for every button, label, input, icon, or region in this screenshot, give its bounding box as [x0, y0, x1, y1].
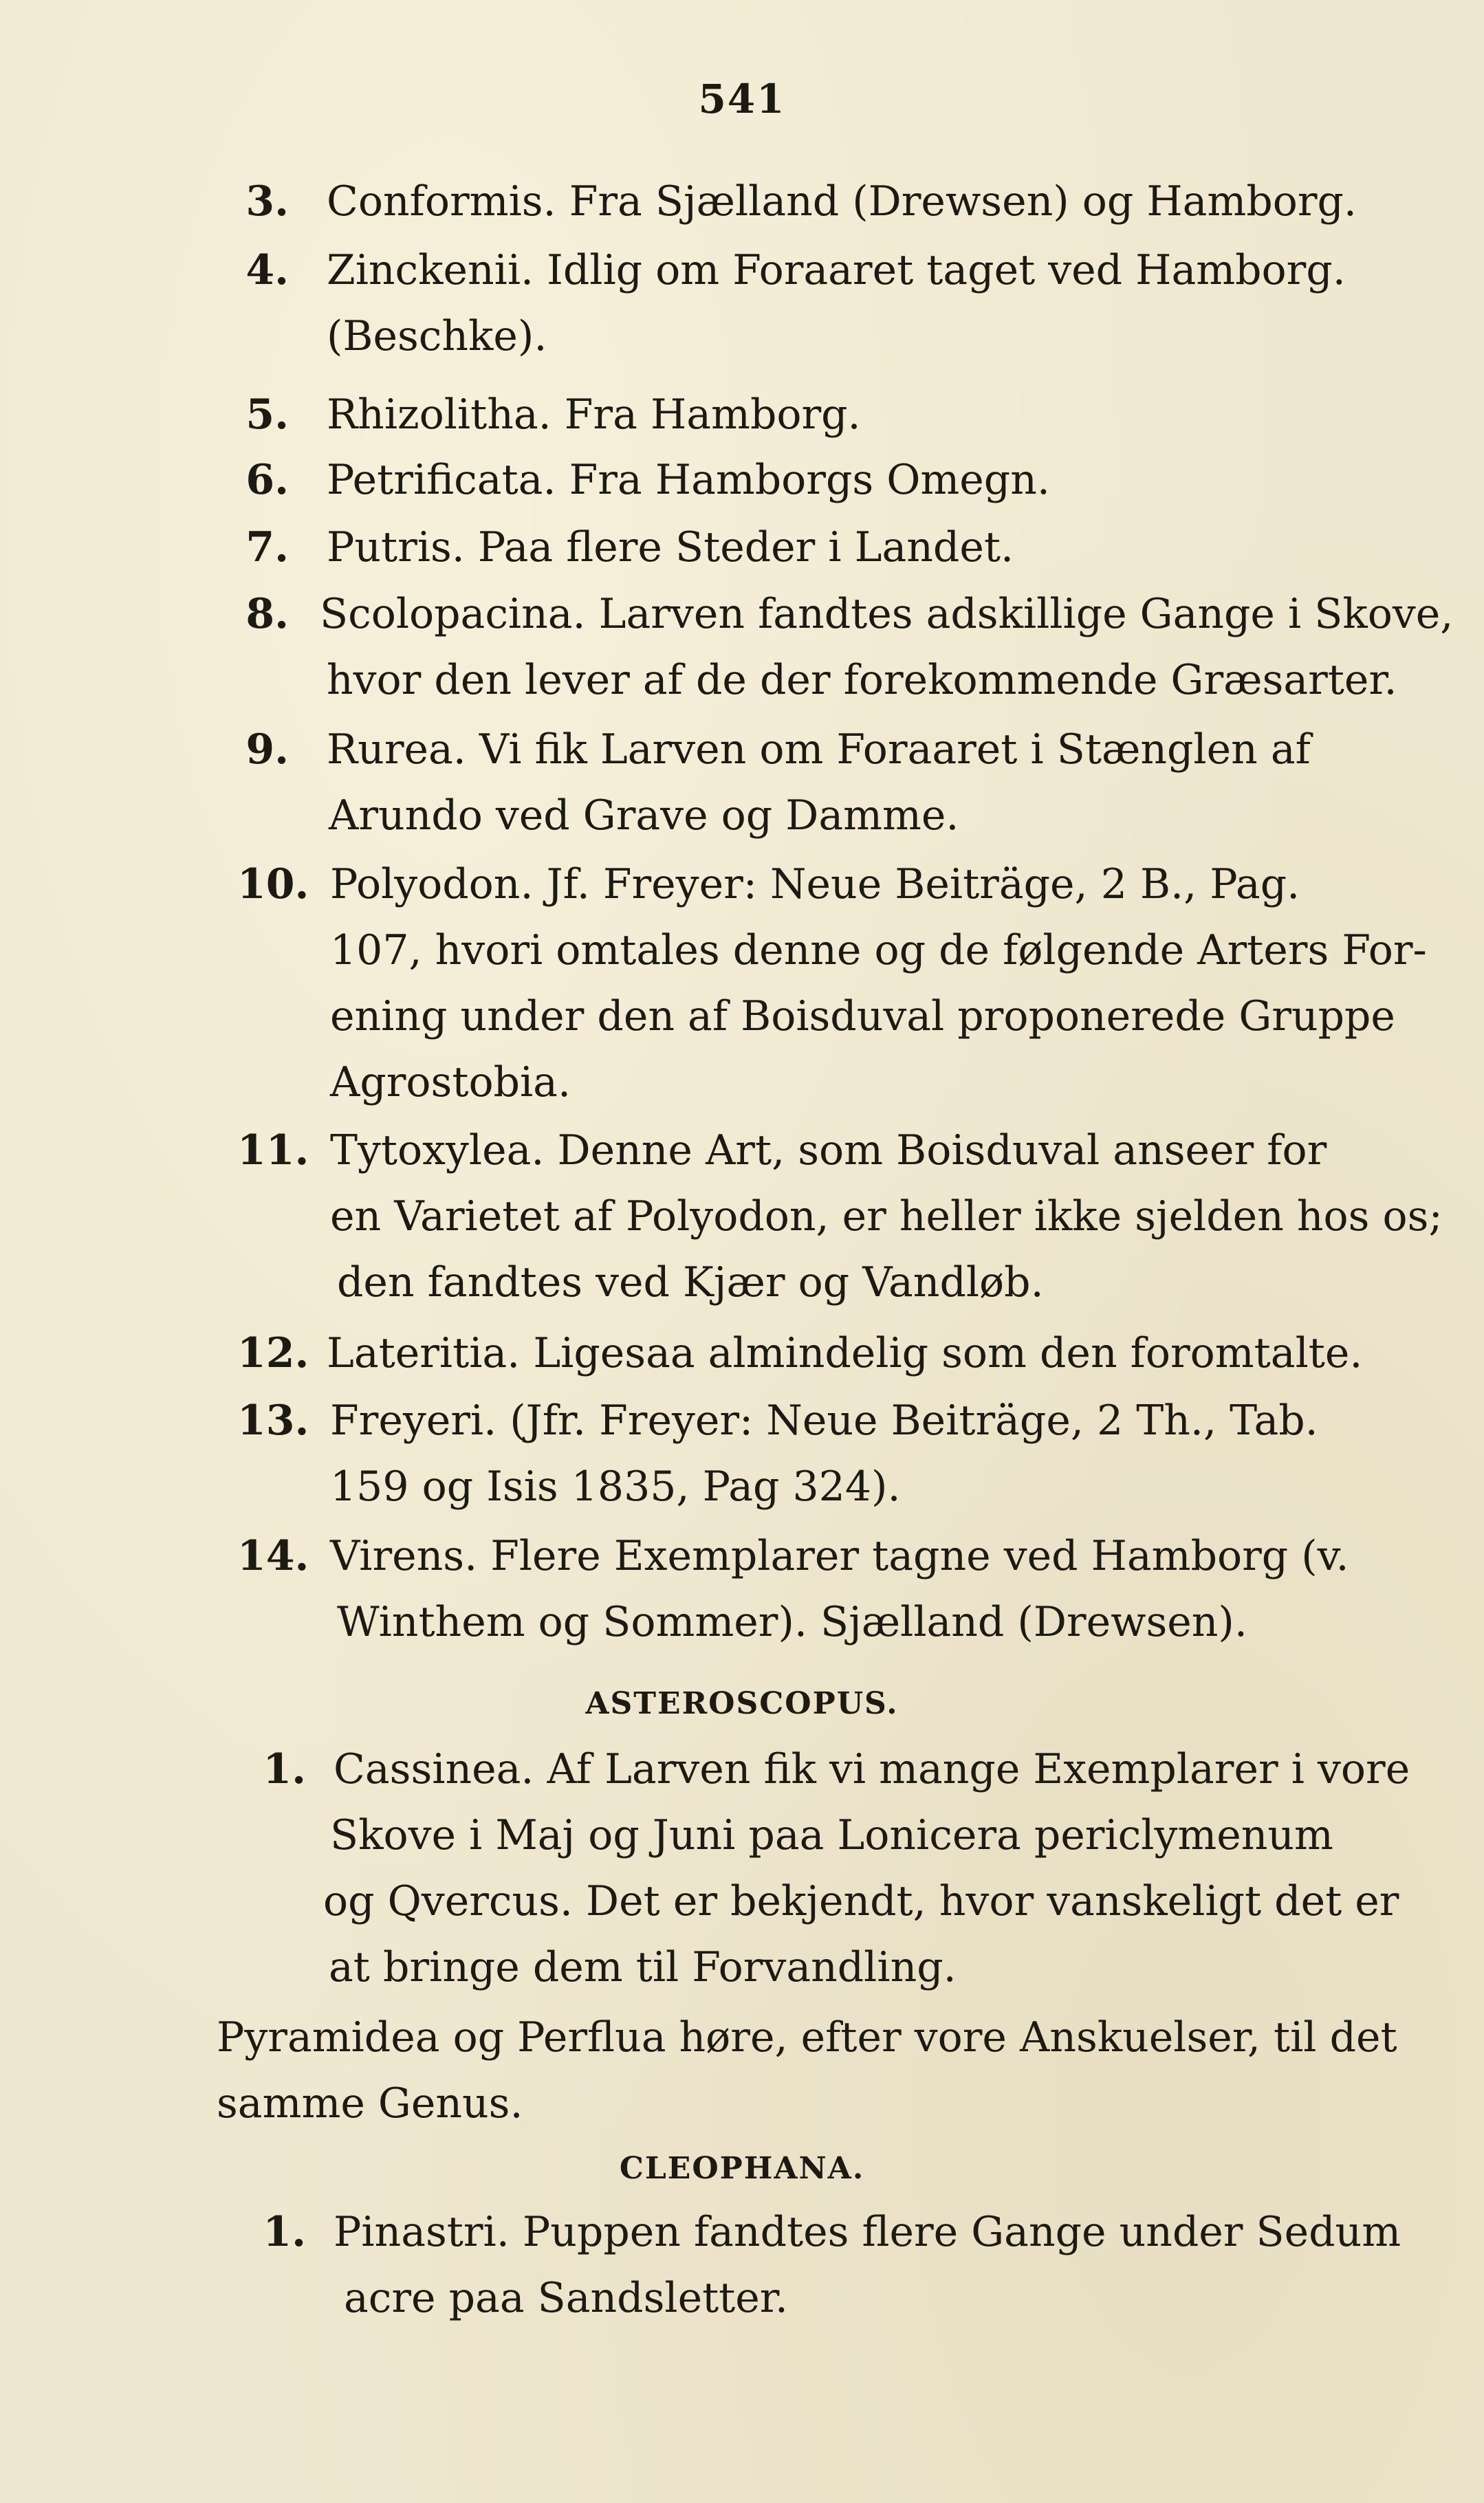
entry-line: og Qvercus. Det er bekjendt, hvor vanskeligt det er [323, 1877, 1399, 1925]
entry-number: 12. [237, 1329, 309, 1377]
entry-number: 9. [245, 725, 289, 774]
section-heading: CLEOPHANA. [619, 2151, 865, 2186]
entry-line: 107, hvori omtales denne og de følgende Arters For- [330, 926, 1427, 974]
entry-line: Petrificata. Fra Hamborgs Omegn. [327, 456, 1050, 504]
entry-line: Arundo ved Grave og Damme. [329, 791, 959, 840]
entry-line: Virens. Flere Exemplarer tagne ved Hamborg (v. [330, 1532, 1349, 1580]
entry-number: 4. [245, 246, 289, 294]
entry-number: 5. [245, 391, 289, 439]
entry-line: Pinastri. Puppen fandtes flere Gange under Sedum [334, 2208, 1401, 2256]
entry-line: Tytoxylea. Denne Art, som Boisduval anseer for [330, 1126, 1327, 1174]
entry-line: acre paa Sandsletter. [344, 2274, 788, 2322]
entry-line: Agrostobia. [330, 1058, 571, 1106]
entry-number: 7. [245, 523, 289, 571]
entry-line: Putris. Paa flere Steder i Landet. [327, 523, 1014, 571]
entry-line: hvor den lever af de der forekommende Græsarter. [327, 656, 1397, 704]
entry-line: en Varietet af Polyodon, er heller ikke sjelden hos os; [330, 1192, 1443, 1240]
entry-number: 8. [245, 590, 289, 638]
entry-line: at bringe dem til Forvandling. [329, 1943, 957, 1991]
entry-line: ening under den af Boisduval proponerede Gruppe [330, 992, 1395, 1040]
entry-line: Scolopacina. Larven fandtes adskillige Gange i Skove, [320, 590, 1454, 638]
entry-number: 11. [237, 1126, 309, 1174]
entry-line: Rurea. Vi fik Larven om Foraaret i Stænglen af [327, 725, 1311, 774]
entry-number: 14. [237, 1532, 309, 1580]
paragraph-line: samme Genus. [217, 2079, 523, 2128]
entry-line: den fandtes ved Kjær og Vandløb. [337, 1258, 1044, 1307]
entry-line: Cassinea. Af Larven fik vi mange Exemplarer i vore [334, 1745, 1410, 1793]
section-heading: ASTEROSCOPUS. [585, 1686, 899, 1721]
page-number: 541 [698, 76, 786, 122]
entry-line: Polyodon. Jf. Freyer: Neue Beiträge, 2 B., Pag. [330, 860, 1300, 908]
entry-number: 10. [237, 860, 309, 908]
entry-line: Freyeri. (Jfr. Freyer: Neue Beiträge, 2 Th., Tab. [330, 1397, 1318, 1445]
entry-line: Winthem og Sommer). Sjælland (Drewsen). [337, 1598, 1247, 1646]
entry-line: Conformis. Fra Sjælland (Drewsen) og Hamborg. [327, 177, 1357, 226]
entry-line: Lateritia. Ligesaa almindelig som den foromtalte. [327, 1329, 1363, 1377]
entry-number: 1. [263, 1745, 306, 1793]
entry-line: 159 og Isis 1835, Pag 324). [330, 1463, 901, 1511]
entry-number: 1. [263, 2208, 306, 2256]
entry-line: Skove i Maj og Juni paa Lonicera periclymenum [330, 1811, 1333, 1859]
entry-number: 13. [237, 1397, 309, 1445]
entry-line: (Beschke). [327, 312, 547, 360]
entry-line: Rhizolitha. Fra Hamborg. [327, 391, 861, 439]
entry-number: 6. [245, 456, 289, 504]
paragraph-line: Pyramidea og Perflua høre, efter vore Anskuelser, til det [217, 2013, 1397, 2062]
entry-number: 3. [245, 177, 289, 226]
entry-line: Zinckenii. Idlig om Foraaret taget ved Hamborg. [327, 246, 1346, 294]
